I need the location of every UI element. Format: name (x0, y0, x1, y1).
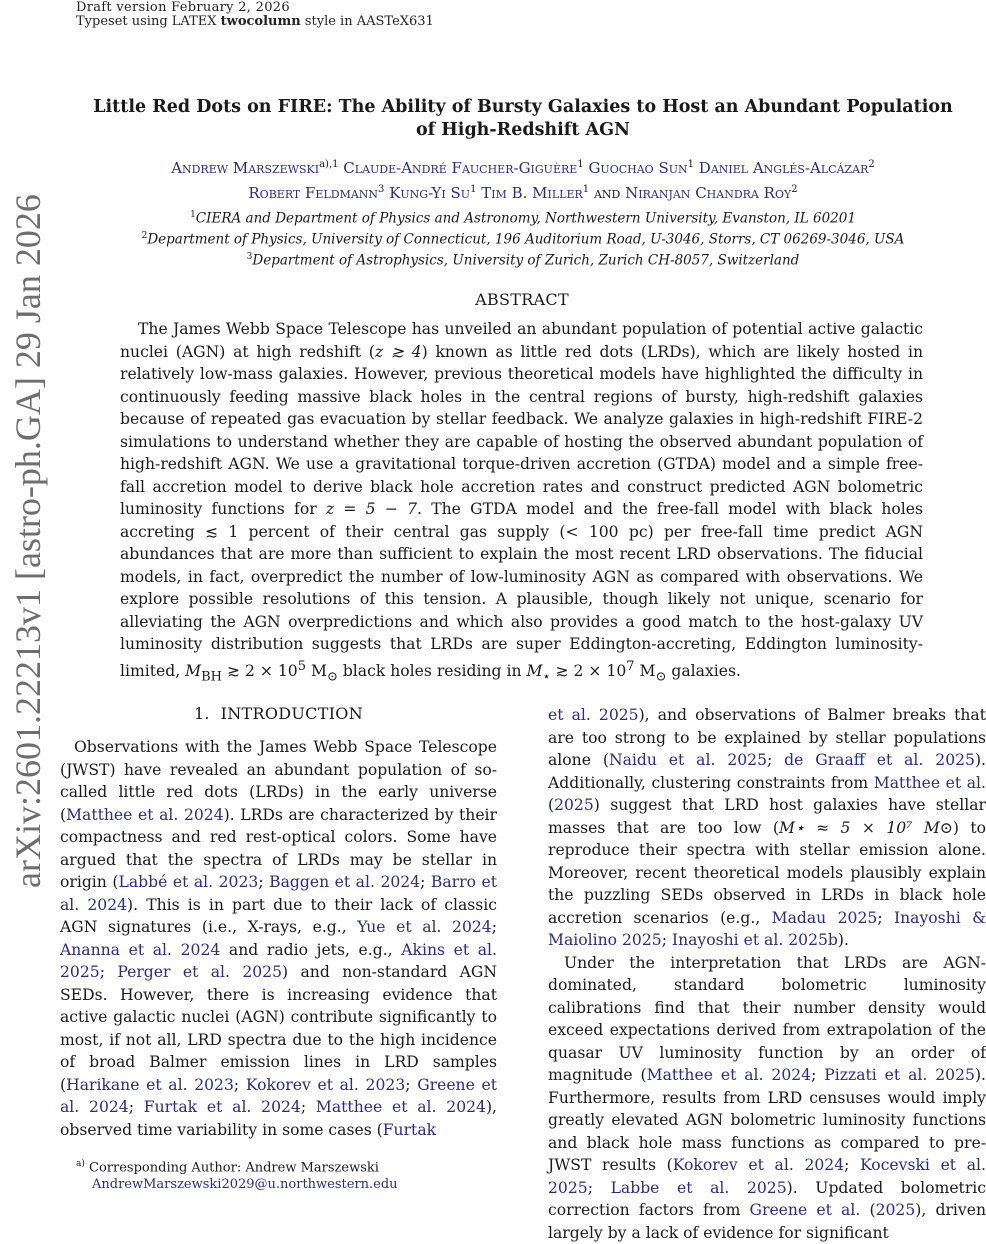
body-text: ; (877, 909, 894, 927)
citation-link[interactable]: Matthee et al. 2024 (316, 1098, 486, 1116)
footnote-mark: a) (76, 1159, 85, 1169)
author-name[interactable]: Guochao Sun (588, 159, 687, 177)
citation-link[interactable]: 2025 (554, 796, 594, 814)
body-text: ). Additionally, clustering constraints from (548, 751, 986, 792)
affiliation: $^2$Department of Physics, University of Connecticut, 196 Auditorium Road, U-3046, Storrs, CT 06269-3046, USA (90, 227, 956, 249)
author-affil-mark: 2 (868, 159, 874, 170)
body-text: ). (838, 931, 849, 949)
body-text: and radio jets, e.g., (220, 941, 401, 959)
body-text: ; (420, 873, 431, 891)
citation-link[interactable]: Naidu et al. 2025 (609, 751, 767, 769)
running-header-typeset: Typeset using LATEX twocolumn style in AASTeX631 (76, 14, 434, 30)
intro-left-column (60, 736, 497, 1141)
citation-link[interactable]: de Graaff et al. 2025 (784, 751, 975, 769)
citation-link[interactable]: Inayoshi & Maiolino 2025 (548, 909, 986, 950)
author-affil-mark: a),1 (319, 159, 338, 170)
footnote-text: Corresponding Author: Andrew Marszewski (89, 1160, 379, 1175)
body-text: ; (405, 1076, 417, 1094)
section-heading-introduction: 1. INTRODUCTION (60, 704, 497, 723)
running-header-draft: Draft version February 2, 2026 (76, 0, 290, 16)
footnote (76, 1156, 398, 1193)
paper-title: Little Red Dots on FIRE: The Ability of Bursty Galaxies to Host an Abundant Population of High-Redshift AGN (90, 96, 956, 142)
citation-link[interactable]: Greene et al. 2024 (60, 1076, 497, 1117)
author-affil-mark: 1 (688, 159, 694, 170)
intro-right-column (548, 704, 986, 1244)
author-name[interactable]: Tim B. Miller (481, 184, 583, 202)
citation-link[interactable]: Madau 2025 (772, 909, 878, 927)
author-name[interactable]: Robert Feldmann (248, 184, 378, 202)
citation-link[interactable]: Kocevski et al. 2025 (548, 1156, 986, 1197)
author-affil-mark: 1 (577, 159, 583, 170)
author-and: and (594, 184, 620, 202)
author-name[interactable]: Andrew Marszewski (171, 159, 319, 177)
email-link[interactable]: AndrewMarszewski2029@u.northwestern.edu (76, 1176, 398, 1193)
body-text: ) to reproduce their spectra with stellar emission alone. Moreover, recent theoretical models plausibly explain the puzzling SEDs observed in LRDs in black hole accretion scenarios (e.g., (548, 819, 986, 927)
body-text: ), and observations of Balmer breaks that are too strong to be explained by stellar populations alone ( (548, 706, 986, 769)
author-affil-mark: 1 (583, 184, 589, 195)
citation-link[interactable]: Furtak (383, 1121, 436, 1139)
author-affil-mark: 2 (791, 184, 797, 195)
body-text: ; (129, 1098, 144, 1116)
citation-link[interactable]: Inayoshi et al. 2025b (672, 931, 838, 949)
affiliation: $^1$CIERA and Department of Physics and Astronomy, Northwestern University, Evanston, IL 60201 (90, 206, 956, 228)
body-text: ; (844, 1156, 860, 1174)
author-affil-mark: 1 (470, 184, 476, 195)
arxiv-side-stamp: arXiv:2601.22213v1 [astro-ph.GA] 29 Jan 2026 (7, 308, 49, 888)
citation-link[interactable]: Kokorev et al. 2024 (673, 1156, 844, 1174)
body-text: ; (301, 1098, 316, 1116)
author-name[interactable]: Daniel Anglés-Alcázar (699, 159, 869, 177)
author-list (90, 154, 956, 204)
body-text: ; (662, 931, 672, 949)
intro-paragraph (548, 952, 986, 1244)
body-text: Under the interpretation that LRDs are AGN-dominated, standard bolometric luminosity calibrations find that their number density would exceed expectations derived from extrapolation of the quasar UV luminosity function by an order of magnitude ( (548, 954, 986, 1085)
body-text: ) suggest that LRD host galaxies have stellar masses that are too low ( (548, 796, 986, 837)
citation-link[interactable]: Matthee et al. 2024 (647, 1066, 811, 1084)
author-name[interactable]: Kung-Yi Su (389, 184, 470, 202)
body-text: ; (588, 1179, 611, 1197)
body-text: ) and non-standard AGN SEDs. However, there is increasing evidence that active galactic nuclei (AGN) contribute significantly to most, if not all, LRD spectra due to the high incidence of broad Balmer emission lines in LRD samples ( (60, 963, 497, 1094)
author-affil-mark: 3 (378, 184, 384, 195)
citation-link[interactable]: Perger et al. 2025 (117, 963, 282, 981)
body-text: ). Updated bolometric correction factors from (548, 1179, 986, 1220)
citation-link[interactable]: Kokorev et al. 2023 (246, 1076, 405, 1094)
author-name[interactable]: Claude-André Faucher-Giguère (343, 159, 577, 177)
body-text: ( (860, 1201, 875, 1219)
body-text: ). LRDs are characterized by their compactness and red rest-optical colors. Some have argued that the spectra of LRDs may be stellar in origin ( (60, 806, 497, 892)
citation-link[interactable]: Akins et al. 2025 (60, 941, 497, 982)
citation-link[interactable]: Matthee et al. 2024 (66, 806, 224, 824)
citation-link[interactable]: Pizzati et al. 2025 (824, 1066, 975, 1084)
body-text: ; (767, 751, 784, 769)
author-name[interactable]: Niranjan Chandra Roy (625, 184, 791, 202)
citation-link[interactable]: Barro et al. 2024 (60, 873, 497, 914)
body-text: ( (548, 796, 554, 814)
affiliation: $^3$Department of Astrophysics, University of Zurich, Zurich CH-8057, Switzerland (90, 248, 956, 270)
citation-link[interactable]: 2025 (876, 1201, 916, 1219)
citation-link[interactable]: Labbé et al. 2023 (118, 873, 258, 891)
citation-link[interactable]: Labbe et al. 2025 (611, 1179, 787, 1197)
body-text: ; (234, 1076, 246, 1094)
body-text: ; (811, 1066, 824, 1084)
abstract-body: The James Webb Space Telescope has unveiled an abundant population of potential active galactic nuclei (AGN) at high redshift (z ≳ 4) known as little red dots (LRDs), which are likely hosted in relatively low-mass galaxies. However, previous theoretical models have highlighted the difficulty in continuously feeding massive black holes in the central regions of bursty, high-redshift galaxies because of repeated gas evacuation by stellar feedback. We analyze galaxies in high-redshift FIRE-2 simulations to understand whether they are capable of hosting the observed abundant population of high-redshift AGN. We use a gravitational torque-driven accretion (GTDA) model and a simple free-fall accretion model to derive black hole accretion rates and construct predicted AGN bolometric luminosity functions for z = 5 − 7. The GTDA model and the free-fall model with black holes accreting ≲ 1 percent of their central gas supply (< 100 pc) per free-fall time predict AGN abundances that are more than sufficient to explain the most recent LRD observations. The fiducial models, in fact, overpredict the number of low-luminosity AGN as compared with observations. We explore possible resolutions of this tension. A plausible, though likely not unique, scenario for alleviating the AGN overpredictions and which also provides a good match to the host-galaxy UV luminosity distribution suggests that LRDs are super Eddington-accreting, Eddington luminosity-limited, $M_{BH}$ ≳ $2 \times 10^5$ $M_⊙$ black holes residing in $M_⋆$ ≳ $2 \times 10^7$ $M_⊙$ galaxies. (120, 318, 923, 688)
citation-link[interactable]: Yue et al. 2024 (357, 918, 491, 936)
intro-paragraph (548, 704, 986, 952)
body-text: ; (100, 963, 118, 981)
body-text: ). Furthermore, results from LRD censuses would imply greatly elevated AGN bolometric luminosity functions and black hole mass functions as compared to pre-JWST results ( (548, 1066, 986, 1174)
body-text: ; (492, 918, 497, 936)
inline-math: M⋆ ≈ 5 × 10⁷ M⊙ (779, 819, 953, 837)
abstract-heading: ABSTRACT (0, 290, 986, 309)
citation-link[interactable]: Harikane et al. 2023 (66, 1076, 234, 1094)
citation-link[interactable]: Matthee et al. (874, 774, 986, 792)
body-text: ). This is in part due to their lack of classic AGN signatures (i.e., X-rays, e.g., (60, 896, 497, 937)
body-text: ), driven largely by a lack of evidence for significant (548, 1201, 986, 1242)
citation-link[interactable]: Greene et al. (750, 1201, 861, 1219)
body-text: ; (258, 873, 269, 891)
citation-link[interactable]: Furtak et al. 2024 (144, 1098, 301, 1116)
citation-link[interactable]: Baggen et al. 2024 (269, 873, 420, 891)
citation-link[interactable]: Ananna et al. 2024 (60, 941, 220, 959)
body-text: Observations with the James Webb Space Telescope (JWST) have revealed an abundant population of so-called little red dots (LRDs) in the early universe ( (60, 738, 497, 824)
body-text: ), observed time variability in some cases ( (60, 1098, 497, 1139)
citation-link[interactable]: et al. 2025 (548, 706, 639, 724)
